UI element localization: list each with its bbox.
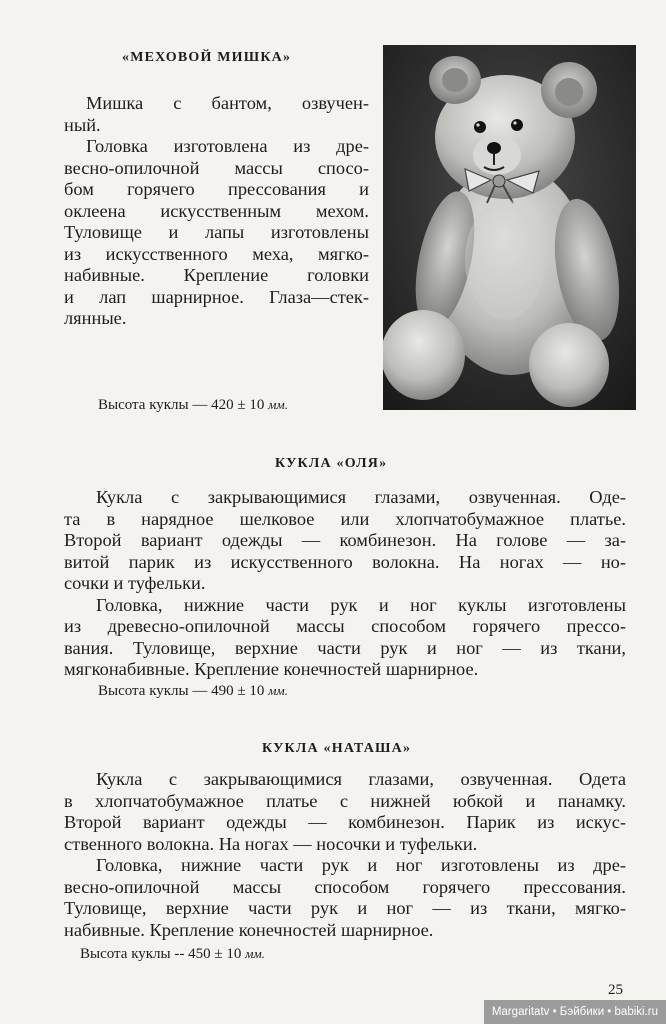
text-line: Кукла с закрывающимися глазами, озвученная. Одета [96, 769, 626, 789]
text-line: Головка, нижние части рук и ног куклы изготовлены [96, 594, 626, 615]
text-line: из древесно-опилочной массы способом горячего прессо- [64, 616, 626, 636]
text-line: Второй вариант одежды — комбинезон. Парик из искус- [64, 812, 626, 832]
section-title-olya: КУКЛА «ОЛЯ» [275, 456, 388, 471]
text-line: Туловище и лапы изготовлены [64, 222, 369, 242]
text-line: сочки и туфельки. [64, 573, 206, 593]
paragraph-mishka [64, 93, 369, 330]
height-note-natasha [80, 946, 265, 963]
text-line: бом горячего прессования и [64, 179, 369, 199]
height-unit: мм. [268, 397, 288, 412]
text-line: Мишка с бантом, озвучен- [86, 93, 369, 113]
text-line: набивные. Крепление головки [64, 265, 369, 285]
text-line: мягконабивные. Крепление конечностей шарнирное. [64, 659, 479, 679]
text-line: ственного волокна. На ногах — носочки и туфельки. [64, 833, 478, 854]
page-number: 25 [608, 982, 623, 998]
text-line: вания. Туловище, верхние части рук и ног — из ткани, [64, 637, 626, 658]
text-line: Головка изготовлена из дре- [86, 136, 369, 156]
section-title-natasha: КУКЛА «НАТАША» [262, 741, 412, 756]
height-note-mishka [98, 397, 288, 414]
text-line: лянные. [64, 308, 127, 328]
text-line: Туловище, верхние части рук и ног — из ткани, мягко- [64, 898, 626, 918]
section-title-mishka: «МЕХОВОЙ МИШКА» [122, 50, 292, 65]
height-note-olya [98, 683, 288, 700]
height-unit: мм. [245, 946, 265, 961]
text-line: набивные. Крепление конечностей шарнирное. [64, 919, 434, 940]
text-line: весно-опилочной массы способом горячего прессования. [64, 876, 626, 897]
text-line: Головка, нижние части рук и ног изготовлены из дре- [96, 855, 626, 875]
text-line: из искусственного меха, мягко- [64, 243, 369, 264]
text-line: весно-опилочной массы спосо- [64, 157, 369, 178]
height-label: Высота куклы — 420 ± 10 [98, 397, 265, 413]
text-line: Второй вариант одежды — комбинезон. На голове — за- [64, 530, 626, 550]
teddy-bear-illustration [383, 45, 636, 410]
height-label: Высота куклы — 490 ± 10 [98, 683, 265, 699]
text-line: та в нарядное шелковое или хлопчатобумажное платье. [64, 508, 626, 529]
paragraph-natasha [64, 769, 626, 941]
height-label: Высота куклы -- 450 ± 10 [80, 946, 242, 962]
text-line: Кукла с закрывающимися глазами, озвученная. Оде- [96, 487, 626, 507]
height-unit: мм. [268, 683, 288, 698]
text-line: в хлопчатобумажное платье с нижней юбкой и панамку. [64, 790, 626, 811]
text-line: ный. [64, 114, 101, 135]
text-line: оклеена искусственным мехом. [64, 200, 369, 221]
watermark: Margaritatv • Бэйбики • babiki.ru [484, 1000, 666, 1024]
teddy-bear-photo [383, 45, 636, 410]
paragraph-olya [64, 487, 626, 681]
text-line: и лап шарнирное. Глаза—стек- [64, 286, 369, 307]
text-line: витой парик из искусственного волокна. На ногах — но- [64, 551, 626, 572]
